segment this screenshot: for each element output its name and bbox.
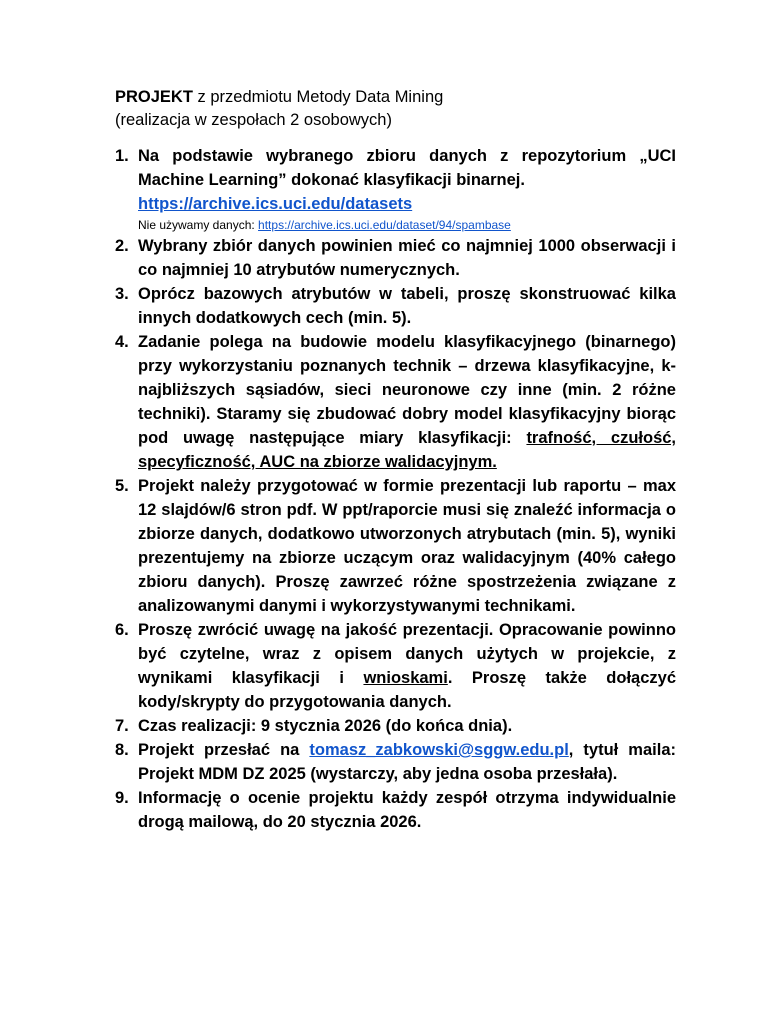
- excluded-dataset-note: [138, 216, 676, 234]
- list-item: [115, 234, 676, 282]
- item-number: 4.: [115, 333, 129, 351]
- list-item: [115, 474, 676, 618]
- item-text: Zadanie polega na budowie modelu klasyfikacyjnego (binarnego) przy wykorzystaniu poznanych technik – drzewa klasyfikacyjne, k-najbliższych sąsiadów, sieci neuronowe czy inne (min. 2 różne techniki). Staramy się zbudować dobry model klasyfikacyjny biorąc pod uwagę następujące miary klasyfikacji:: [138, 333, 676, 447]
- item-text-after: . Proszę także dołączyć kody/skrypty do przygotowania danych.: [138, 669, 677, 711]
- title-bold: PROJEKT: [115, 88, 193, 106]
- item-text: Wybrany zbiór danych powinien mieć co najmniej 1000 obserwacji i co najmniej 10 atrybutów numerycznych.: [138, 237, 676, 279]
- datasets-link[interactable]: https://archive.ics.uci.edu/datasets: [138, 195, 413, 213]
- item-text: Informację o ocenie projektu każdy zespół otrzyma indywidualnie drogą mailową, do 20 stycznia 2026.: [138, 789, 676, 831]
- item-text: Na podstawie wybranego zbioru danych z repozytorium „UCI Machine Learning” dokonać klasyfikacji binarnej.: [138, 147, 676, 189]
- list-item: [115, 144, 676, 234]
- item-number: 2.: [115, 237, 129, 255]
- item-text: Oprócz bazowych atrybutów w tabeli, proszę skonstruować kilka innych dodatkowych cech (min. 5).: [138, 285, 676, 327]
- title-line: [115, 86, 676, 109]
- item-text-after: , tytuł maila: Projekt MDM DZ 2025 (wystarczy, aby jedna osoba przesłała).: [138, 741, 676, 783]
- list-item: [115, 786, 676, 834]
- item-number: 3.: [115, 285, 129, 303]
- item-text-before: Projekt przesłać na: [138, 741, 310, 759]
- list-item: [115, 330, 676, 474]
- conclusions-underlined: wnioskami: [363, 669, 448, 687]
- list-item: [115, 738, 676, 786]
- item-number: 9.: [115, 789, 129, 807]
- item-text: Projekt należy przygotować w formie prezentacji lub raportu – max 12 slajdów/6 stron pdf. W ppt/raporcie musi się znaleźć informacja o zbiorze danych, dodatkowo utworzonych atrybutach (min. 5), wyniki prezentujemy na zbiorze uczącym oraz walidacyjnym (40% całego zbioru danych). Proszę zawrzeć różne spostrzeżenia związane z analizowanymi danymi i wykorzystywanymi technikami.: [138, 477, 676, 615]
- title-rest: z przedmiotu Metody Data Mining: [192, 88, 444, 106]
- document-page: [115, 86, 676, 834]
- item-number: 5.: [115, 477, 129, 495]
- spambase-link[interactable]: https://archive.ics.uci.edu/dataset/94/spambase: [258, 218, 511, 232]
- item-number: 7.: [115, 717, 129, 735]
- metrics-underlined: trafność, czułość, specyficzność, AUC na zbiorze walidacyjnym.: [138, 429, 677, 471]
- item-text: Czas realizacji: 9 stycznia 2026 (do końca dnia).: [138, 717, 513, 735]
- item-text-before: Proszę zwrócić uwagę na jakość prezentacji. Opracowanie powinno być czytelne, wraz z opisem danych użytych w projekcie, z wynikami klasyfikacji i: [138, 621, 676, 687]
- item-number: 1.: [115, 147, 129, 165]
- list-item: [115, 282, 676, 330]
- item-number: 6.: [115, 621, 129, 639]
- email-link[interactable]: tomasz_zabkowski@sggw.edu.pl: [309, 741, 569, 759]
- document-heading: [115, 86, 676, 132]
- subtitle: (realizacja w zespołach 2 osobowych): [115, 111, 392, 129]
- item-number: 8.: [115, 741, 129, 759]
- list-item: [115, 714, 676, 738]
- list-item: [115, 618, 676, 714]
- note-label: Nie używamy danych:: [138, 218, 259, 232]
- requirements-list: [115, 144, 676, 834]
